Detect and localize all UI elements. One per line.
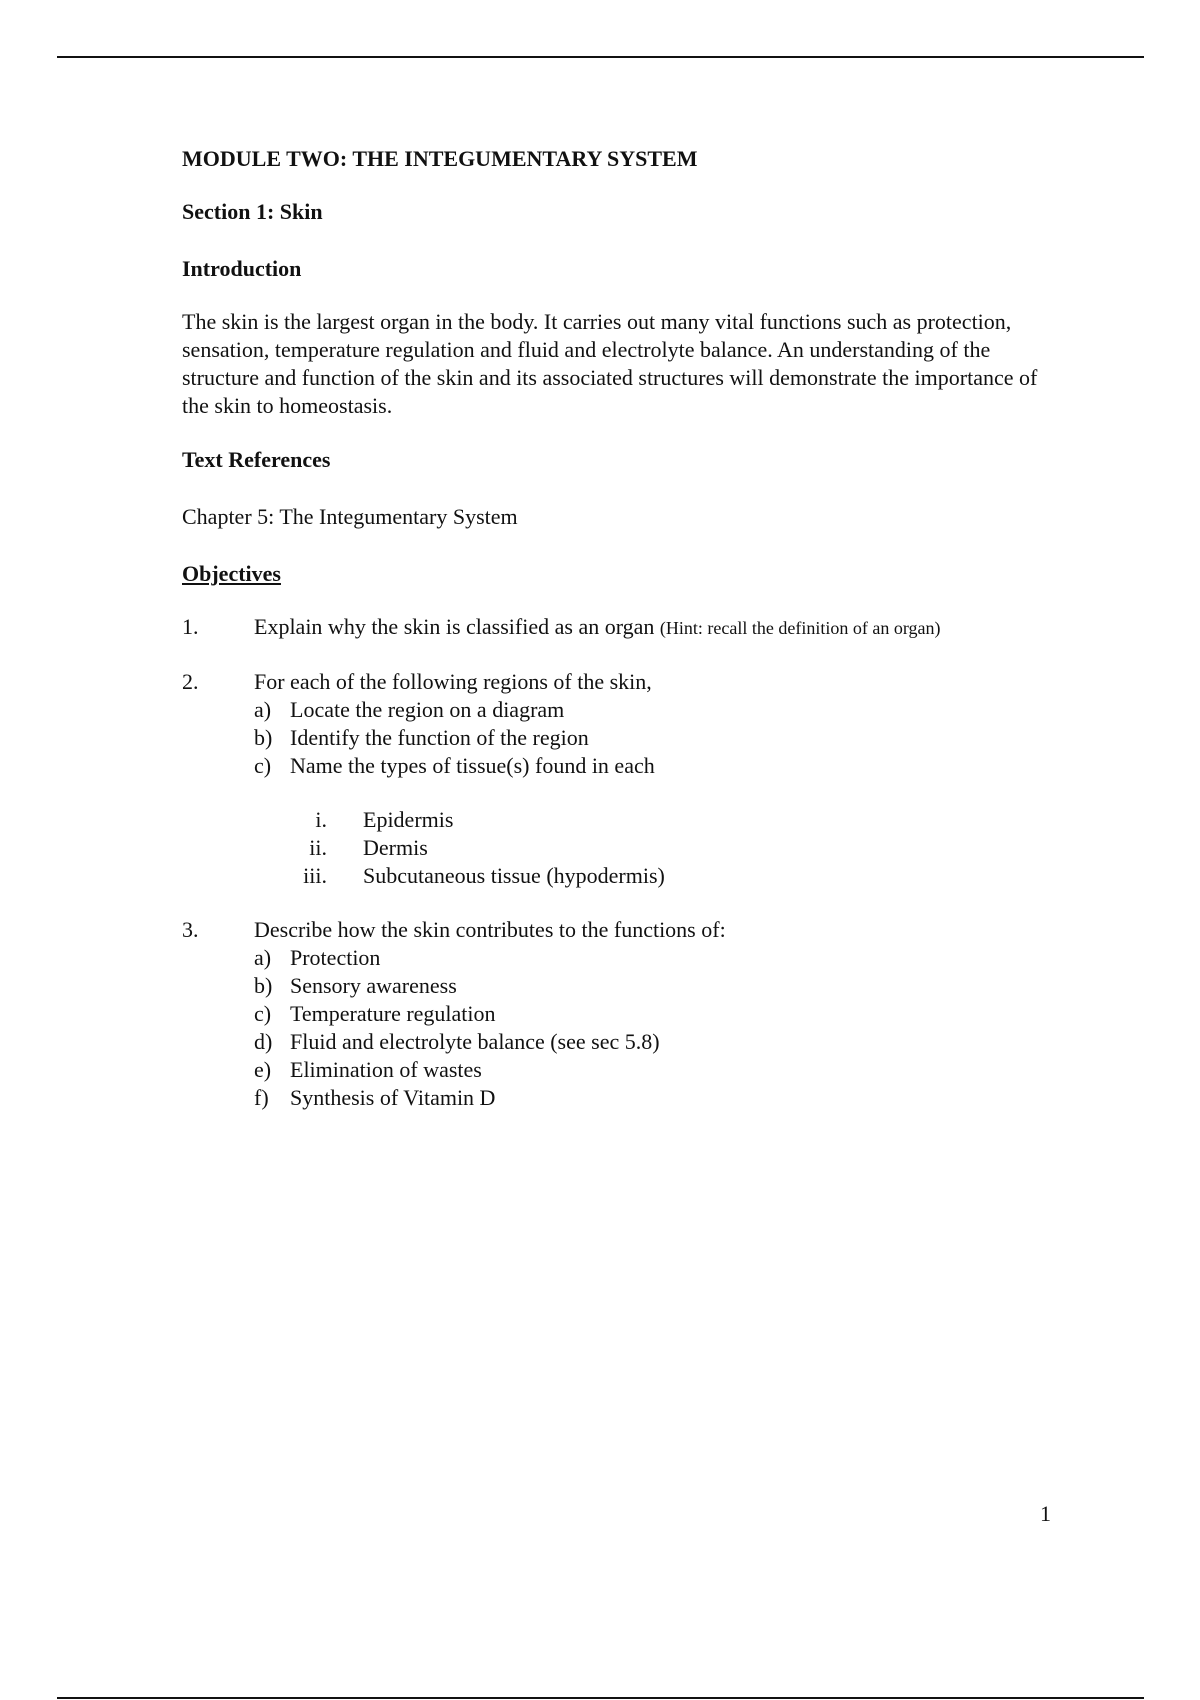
list-text: Identify the function of the region bbox=[290, 725, 589, 750]
list-numeral: i. bbox=[315, 807, 327, 832]
list-letter: a) bbox=[254, 945, 272, 970]
introduction-paragraph: The skin is the largest organ in the body. It carries out many vital functions such as protection, sensation, temperature regulation and fluid and electrolyte balance. An understanding of the structure and function of the skin and its associated structures will demonstrate the importance of the skin to homeostasis. bbox=[182, 309, 1038, 418]
objective-text: Describe how the skin contributes to the functions of: bbox=[254, 917, 726, 942]
objective-2-subitems bbox=[254, 696, 1062, 780]
list-item bbox=[254, 862, 1062, 890]
objective-3-subitems bbox=[254, 944, 1062, 1112]
list-text: Sensory awareness bbox=[290, 973, 457, 998]
objective-2 bbox=[182, 668, 1062, 890]
section-title: Section 1: Skin bbox=[182, 199, 323, 224]
list-numeral: iii. bbox=[303, 863, 327, 888]
list-item bbox=[254, 806, 1062, 834]
list-text: Temperature regulation bbox=[290, 1001, 496, 1026]
introduction-heading: Introduction bbox=[182, 256, 302, 281]
list-text: Protection bbox=[290, 945, 381, 970]
list-letter: c) bbox=[254, 1001, 272, 1026]
list-text: Name the types of tissue(s) found in each bbox=[290, 753, 655, 778]
list-letter: c) bbox=[254, 753, 272, 778]
list-item bbox=[254, 834, 1062, 862]
list-letter: d) bbox=[254, 1029, 273, 1054]
list-letter: b) bbox=[254, 725, 273, 750]
skin-regions-list bbox=[254, 806, 1062, 890]
list-numeral: ii. bbox=[309, 835, 327, 860]
list-item bbox=[254, 1000, 1062, 1028]
list-text: Fluid and electrolyte balance (see sec 5.8) bbox=[290, 1029, 660, 1054]
list-text: Locate the region on a diagram bbox=[290, 697, 565, 722]
objective-text: Explain why the skin is classified as an organ bbox=[254, 614, 660, 639]
objective-number: 2. bbox=[182, 669, 199, 694]
list-letter: b) bbox=[254, 973, 273, 998]
list-item bbox=[254, 696, 1062, 724]
list-text: Epidermis bbox=[363, 807, 454, 832]
document-page bbox=[182, 145, 1062, 1138]
list-letter: f) bbox=[254, 1085, 269, 1110]
objectives-heading: Objectives bbox=[182, 561, 281, 586]
list-text: Dermis bbox=[363, 835, 428, 860]
objective-number: 1. bbox=[182, 614, 199, 639]
list-text: Subcutaneous tissue (hypodermis) bbox=[363, 863, 665, 888]
list-item bbox=[254, 1028, 1062, 1056]
text-references-heading: Text References bbox=[182, 447, 331, 472]
objective-text: For each of the following regions of the skin, bbox=[254, 669, 652, 694]
list-letter: e) bbox=[254, 1057, 272, 1082]
objective-number: 3. bbox=[182, 917, 199, 942]
chapter-reference: Chapter 5: The Integumentary System bbox=[182, 504, 518, 529]
list-item bbox=[254, 972, 1062, 1000]
list-item bbox=[254, 1084, 1062, 1112]
list-item bbox=[254, 724, 1062, 752]
objective-hint: (Hint: recall the definition of an organ) bbox=[659, 618, 941, 638]
page-number: 1 bbox=[1040, 1501, 1051, 1526]
list-item bbox=[254, 944, 1062, 972]
module-title: MODULE TWO: THE INTEGUMENTARY SYSTEM bbox=[182, 146, 698, 171]
objective-1 bbox=[182, 613, 1062, 642]
bottom-rule bbox=[57, 1697, 1144, 1699]
list-item bbox=[254, 752, 1062, 780]
list-letter: a) bbox=[254, 697, 272, 722]
objective-3 bbox=[182, 916, 1062, 1112]
list-text: Synthesis of Vitamin D bbox=[290, 1085, 496, 1110]
list-item bbox=[254, 1056, 1062, 1084]
list-text: Elimination of wastes bbox=[290, 1057, 482, 1082]
top-rule bbox=[57, 56, 1144, 58]
